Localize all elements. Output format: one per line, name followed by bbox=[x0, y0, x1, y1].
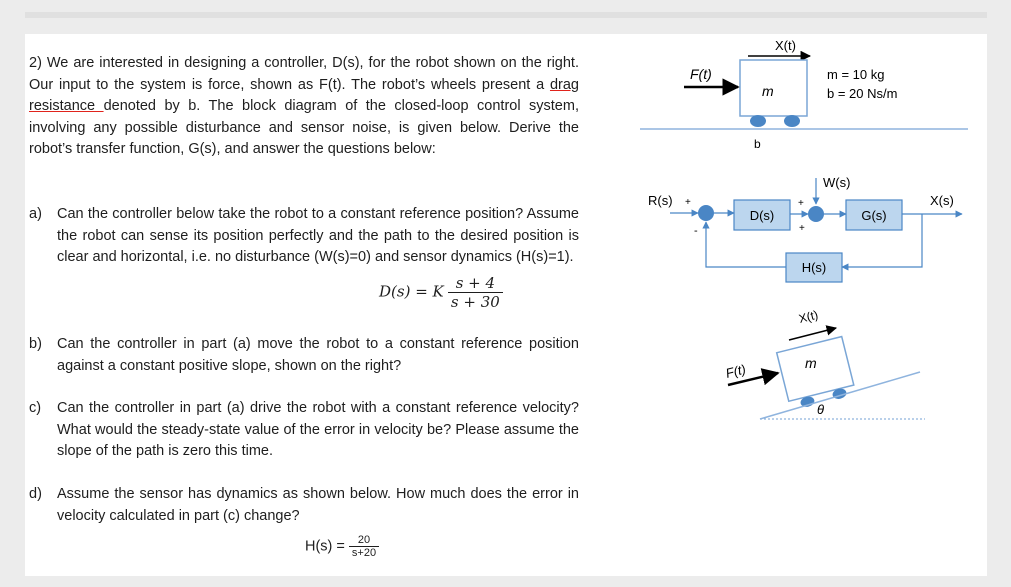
sum1-plus: + bbox=[685, 197, 691, 208]
controller-eq-lhs: D(s) = K bbox=[379, 282, 444, 301]
part-b-text: Can the controller in part (a) move the robot to a constant reference position against a constant positive slope, shown on the right? bbox=[57, 336, 579, 374]
disturbance-label: W(s) bbox=[823, 175, 851, 190]
controller-eq-denominator: s + 30 bbox=[448, 292, 503, 311]
robot-diagram bbox=[640, 38, 968, 151]
sensor-block-label: H(s) bbox=[801, 260, 827, 275]
slope-angle-label: θ bbox=[817, 402, 825, 417]
input-label: R(s) bbox=[648, 193, 673, 208]
slope-position-label: X(t) bbox=[797, 307, 820, 326]
param-damping: b = 20 Ns/m bbox=[827, 86, 898, 101]
robot-mass-label: m bbox=[762, 83, 774, 99]
part-d-label: d) bbox=[29, 486, 42, 502]
slope-mass-label: m bbox=[805, 355, 817, 371]
controller-block-label: D(s) bbox=[749, 208, 775, 223]
question-text-end: denoted by b. The block diagram of the closed-loop control system, involving any possible disturbance and sensor noise, is given below. Derive the robot’s transfer function, G(s), and answer the questions below: bbox=[29, 98, 579, 157]
robot-wheel-right bbox=[784, 115, 800, 127]
block-diagram bbox=[648, 175, 962, 282]
sum2-plus-left: + bbox=[798, 198, 804, 209]
part-b-label: b) bbox=[29, 336, 42, 352]
slope-diagram bbox=[724, 308, 925, 419]
part-d-text: Assume the sensor has dynamics as shown below. How much does the error in velocity calculated in part (c) change? bbox=[57, 486, 579, 524]
summing-junction-1 bbox=[698, 205, 714, 221]
robot-wheel-left bbox=[750, 115, 766, 127]
robot-damping-label: b bbox=[754, 137, 761, 151]
plant-block-label: G(s) bbox=[861, 208, 887, 223]
sensor-eq-numerator: 20 bbox=[357, 534, 371, 546]
sensor-eq-lhs: H(s) = bbox=[305, 538, 345, 555]
part-c-text: Can the controller in part (a) drive the robot with a constant reference velocity? What would the steady-state value of the error in velocity be? Please assume the slope of the path is zero this time. bbox=[57, 400, 579, 459]
controller-eq-numerator: s + 4 bbox=[455, 274, 496, 292]
part-c-label: c) bbox=[29, 400, 42, 416]
summing-junction-2 bbox=[808, 206, 824, 222]
sensor-eq-denominator: s+20 bbox=[349, 546, 379, 559]
sum1-minus: - bbox=[694, 225, 698, 237]
output-label: X(s) bbox=[930, 193, 954, 208]
slope-force-label: F(t) bbox=[724, 361, 748, 381]
param-mass: m = 10 kg bbox=[827, 67, 885, 82]
drag-resistance-link[interactable]: drag resistance bbox=[29, 76, 579, 114]
sum2-plus-top: + bbox=[799, 223, 805, 234]
question-text-start: 2) We are interested in designing a controller, D(s), for the robot shown on the right. Our input to the system is force, shown as F(t). The robot’s wheels present a bbox=[29, 55, 579, 93]
slope-position-arrow bbox=[789, 328, 836, 340]
robot-force-label: F(t) bbox=[690, 66, 712, 82]
robot-position-label: X(t) bbox=[775, 38, 796, 53]
part-a-label: a) bbox=[29, 206, 42, 222]
part-a-text: Can the controller below take the robot to a constant reference position? Assume the robot can sense its position perfectly and the path to the desired position is clear and horizontal, i.e. no disturbance (W(s)=0) and sensor dynamics (H(s)=1). bbox=[57, 206, 579, 265]
